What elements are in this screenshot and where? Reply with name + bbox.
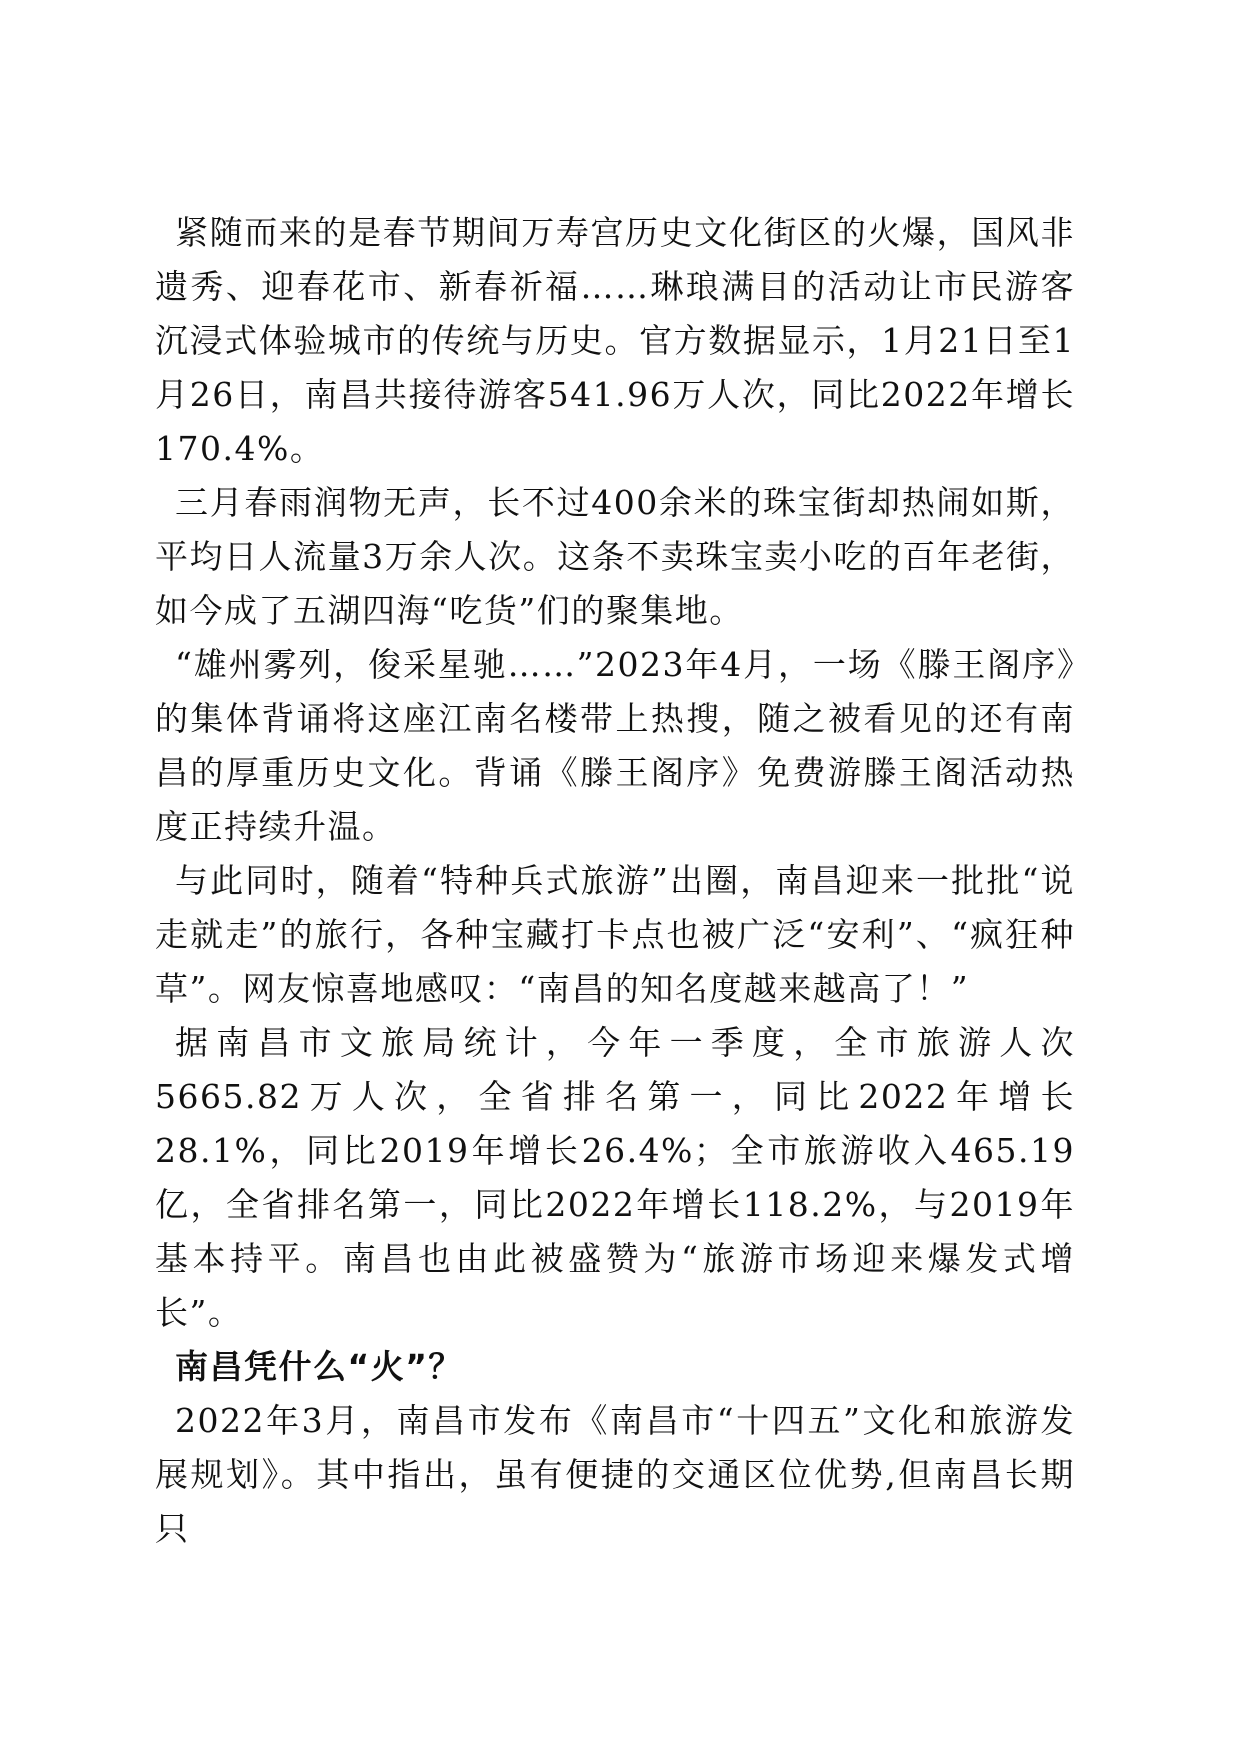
paragraph-tourism-statistics: 据南昌市文旅局统计，今年一季度，全市旅游人次5665.82万人次，全省排名第一，同比2022年增长28.1%，同比2019年增长26.4%；全市旅游收入465.19亿，全省排名第一，同比2022年增长118.2%，与2019年基本持平。南昌也由此被盛赞为“旅游市场迎来爆发式增长”。 (155, 1023, 1075, 1332)
paragraph-development-plan: 2022年3月，南昌市发布《南昌市“十四五”文化和旅游发展规划》。其中指出，虽有便捷的交通区位优势,但南昌长期只 (155, 1401, 1075, 1548)
article-body (155, 206, 1075, 1556)
section-heading: 南昌凭什么“火”？ (175, 1347, 463, 1386)
paragraph-jewelry-street: 三月春雨润物无声，长不过400余米的珠宝街却热闹如斯，平均日人流量3万余人次。这条不卖珠宝卖小吃的百年老街，如今成了五湖四海“吃货”们的聚集地。 (155, 483, 1075, 630)
paragraph-tengwang-pavilion: “雄州雾列，俊采星驰……”2023年4月，一场《滕王阁序》的集体背诵将这座江南名楼带上热搜，随之被看见的还有南昌的厚重历史文化。背诵《滕王阁序》免费游滕王阁活动热度正持续升温。 (155, 645, 1075, 846)
paragraph-spring-festival: 紧随而来的是春节期间万寿宫历史文化街区的火爆，国风非遗秀、迎春花市、新春祈福……琳琅满目的活动让市民游客沉浸式体验城市的传统与历史。官方数据显示，1月21日至1月26日，南昌共接待游客541.96万人次，同比2022年增长170.4%。 (155, 213, 1075, 468)
paragraph-special-forces-tourism: 与此同时，随着“特种兵式旅游”出圈，南昌迎来一批批“说走就走”的旅行，各种宝藏打卡点也被广泛“安利”、“疯狂种草”。网友惊喜地感叹：“南昌的知名度越来越高了！” (155, 861, 1075, 1008)
